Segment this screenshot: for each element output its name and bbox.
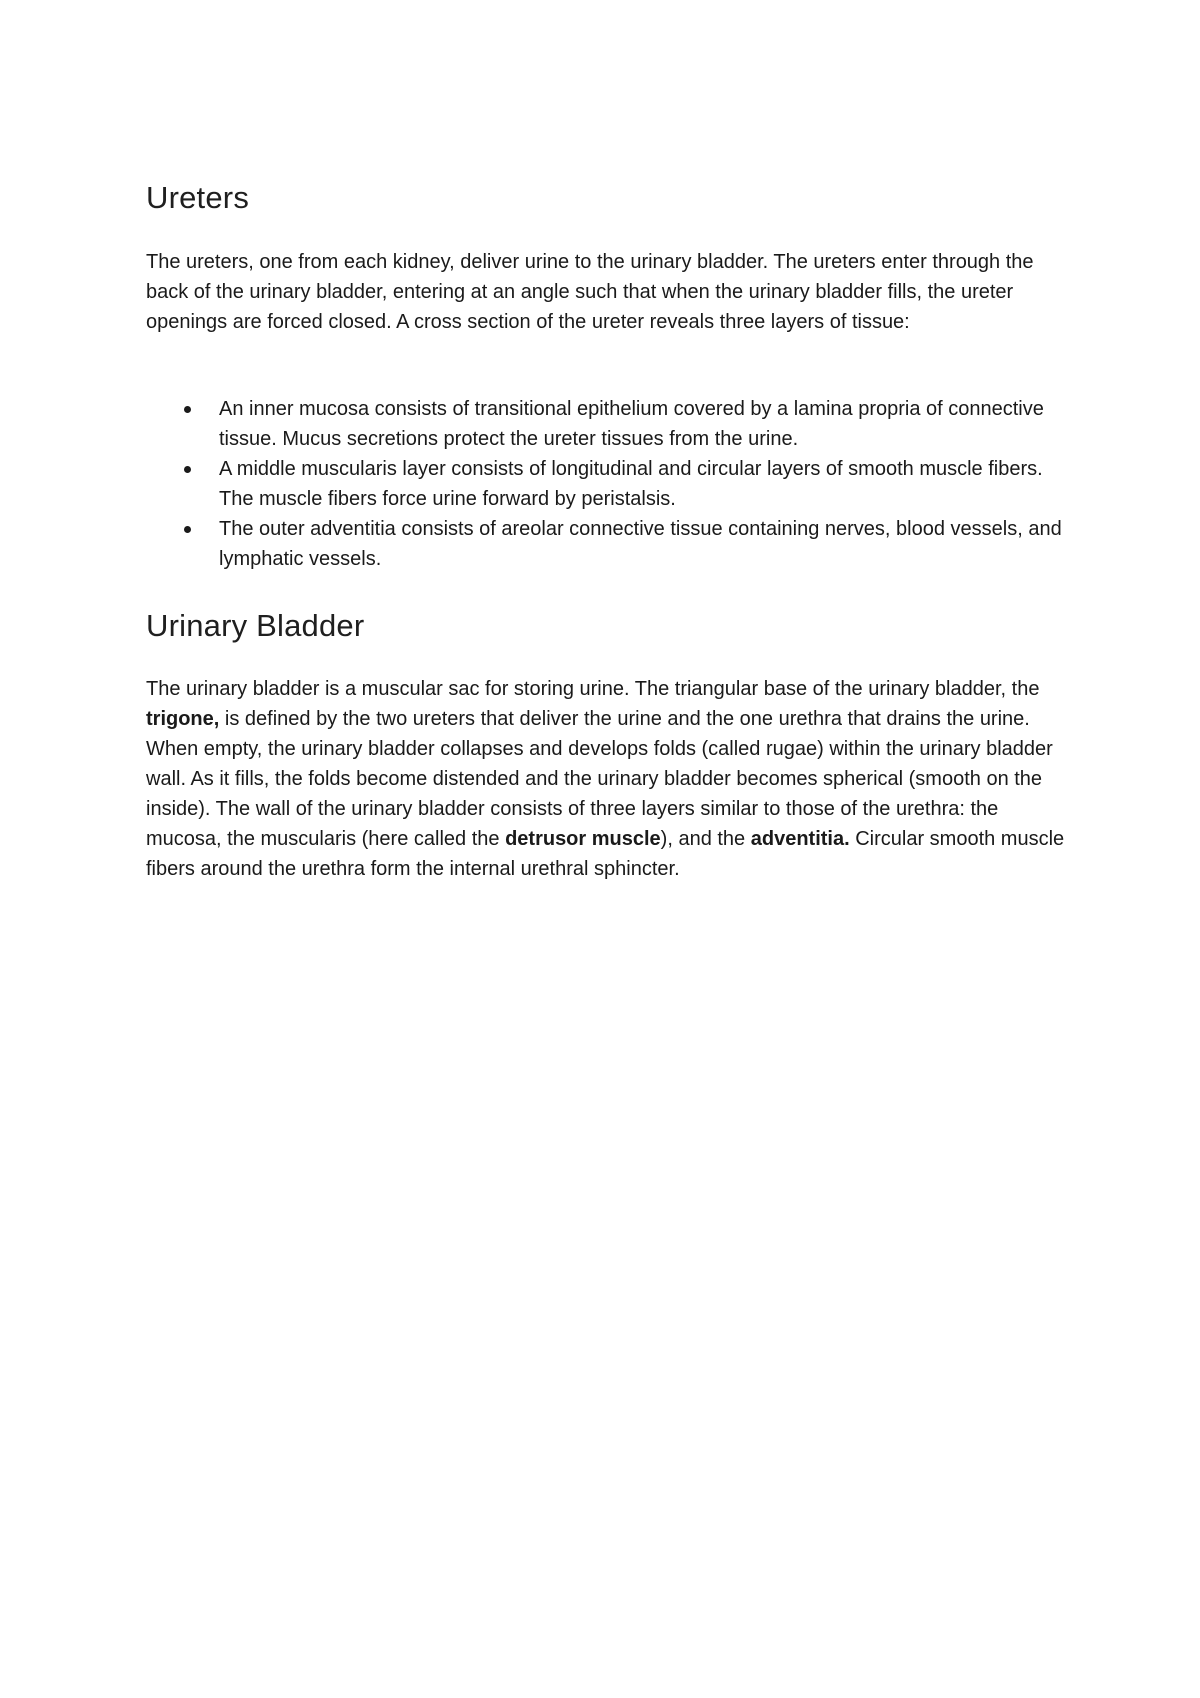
term-adventitia: adventitia. (750, 828, 850, 850)
bullet-icon (184, 406, 191, 413)
text-run: Circular smooth muscle fibers around the urethra form the internal urethral sphincter. (146, 828, 1065, 880)
bullet-icon (184, 526, 191, 533)
text-run: ), and the (660, 828, 751, 850)
paragraph-ureters: The ureters, one from each kidney, deliver urine to the urinary bladder. The ureters enter through the back of the urinary bladder, entering at an angle such that when the urinary bladder fills, the ureter openings are forced closed. A cross section of the ureter reveals three layers of tissue: (146, 251, 1034, 333)
term-detrusor-muscle: detrusor muscle (505, 828, 661, 850)
heading-urinary-bladder: Urinary Bladder (146, 608, 365, 643)
list-item-text: The outer adventitia consists of areolar connective tissue containing nerves, blood vessels, and lymphatic vessels. (219, 518, 1062, 570)
text-run: The urinary bladder is a muscular sac for storing urine. The triangular base of the urinary bladder, the (146, 678, 1040, 700)
list-item (146, 394, 1076, 454)
bullet-icon (184, 466, 191, 473)
paragraph-urinary-bladder (146, 674, 1076, 884)
list-item (146, 454, 1076, 514)
text-run: is defined by the two ureters that deliver the urine and the one urethra that drains the urine. When empty, the urinary bladder collapses and develops folds (called rugae) within the urinary bladder wall. As it fills, the folds become distended and the urinary bladder becomes spherical (smooth on the inside). The wall of the urinary bladder consists of three layers similar to those of the urethra: the mucosa, the muscularis (here called the (146, 708, 1053, 850)
list-item (146, 514, 1076, 574)
heading-ureters: Ureters (146, 180, 250, 215)
ureter-layers-list (146, 394, 1076, 574)
list-item-text: An inner mucosa consists of transitional epithelium covered by a lamina propria of connective tissue. Mucus secretions protect the ureter tissues from the urine. (219, 398, 1044, 450)
term-trigone: trigone, (146, 708, 220, 730)
list-item-text: A middle muscularis layer consists of longitudinal and circular layers of smooth muscle fibers. The muscle fibers force urine forward by peristalsis. (219, 458, 1043, 510)
